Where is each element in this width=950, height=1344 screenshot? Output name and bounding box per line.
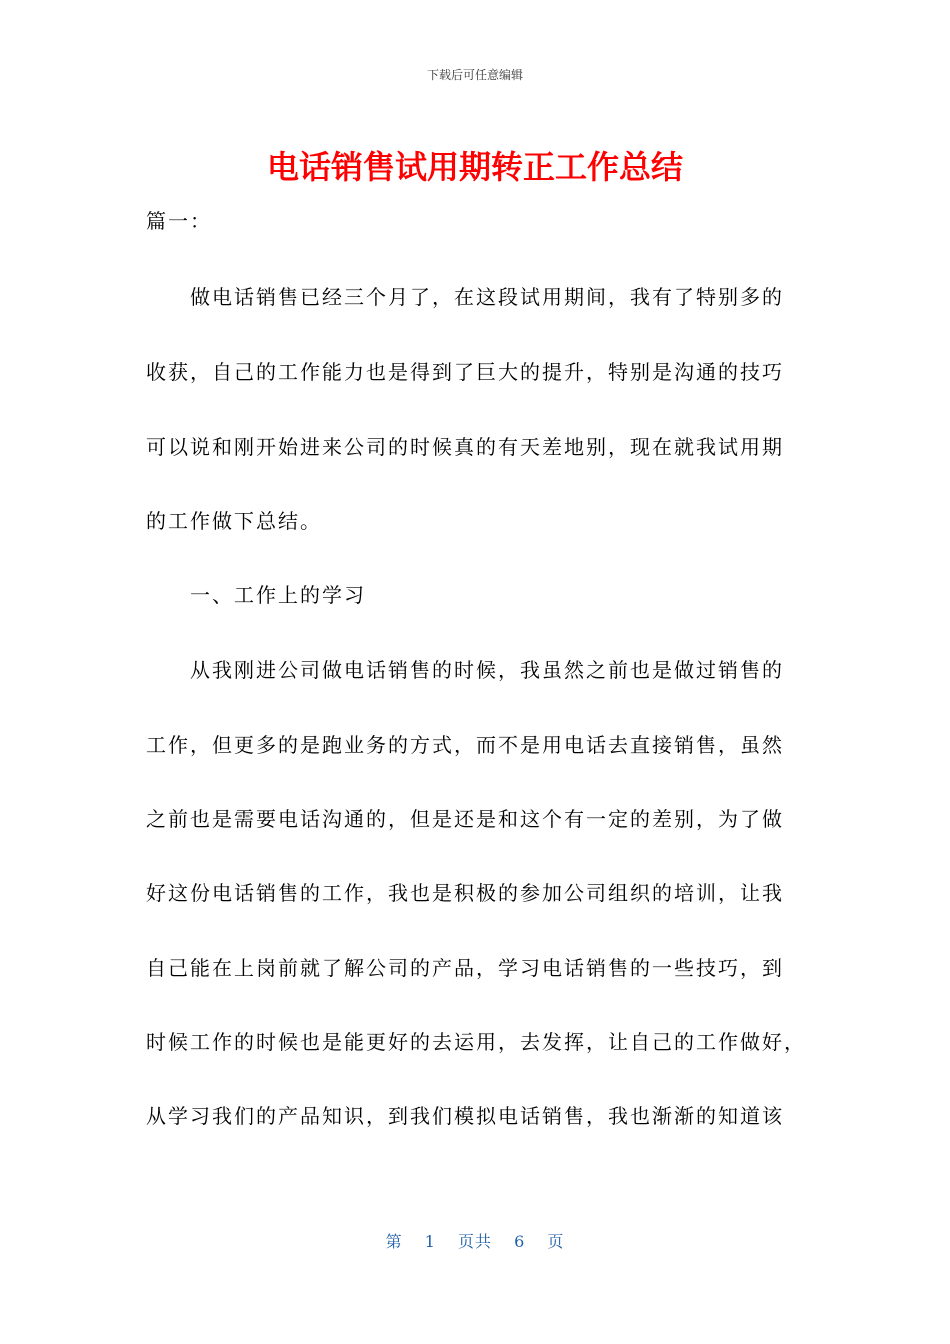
- footer-page-number: 1: [424, 1232, 436, 1251]
- subheading: 一、工作上的学习: [190, 583, 366, 607]
- page-footer: [0, 1229, 950, 1252]
- document-title: 电话销售试用期转正工作总结: [266, 148, 683, 186]
- paragraph-line: 从我刚进公司做电话销售的时候，我虽然之前也是做过销售的: [190, 658, 784, 682]
- paragraph-line: 好这份电话销售的工作，我也是积极的参加公司组织的培训，让我: [146, 881, 784, 905]
- paragraph-line: 的工作做下总结。: [146, 509, 322, 533]
- paragraph-line: 工作，但更多的是跑业务的方式，而不是用电话去直接销售，虽然: [146, 733, 784, 757]
- paragraph-line: 之前也是需要电话沟通的，但是还是和这个有一定的差别，为了做: [146, 807, 784, 831]
- paragraph-line: 时候工作的时候也是能更好的去运用，去发挥，让自己的工作做好，: [146, 1030, 806, 1054]
- section-label: 篇一：: [146, 209, 212, 233]
- footer-suffix: 页: [547, 1232, 565, 1251]
- footer-prefix: 第: [385, 1232, 403, 1251]
- header-note: 下载后可任意编辑: [426, 68, 523, 82]
- footer-middle: 页共: [457, 1232, 492, 1251]
- paragraph-line: 自己能在上岗前就了解公司的产品，学习电话销售的一些技巧，到: [146, 956, 784, 980]
- footer-total-pages: 6: [514, 1232, 526, 1251]
- paragraph-line: 收获，自己的工作能力也是得到了巨大的提升，特别是沟通的技巧: [146, 360, 784, 384]
- paragraph-line: 可以说和刚开始进来公司的时候真的有天差地别，现在就我试用期: [146, 435, 784, 459]
- paragraph-line: 做电话销售已经三个月了，在这段试用期间，我有了特别多的: [190, 285, 784, 309]
- paragraph-line: 从学习我们的产品知识，到我们模拟电话销售，我也渐渐的知道该: [146, 1104, 784, 1128]
